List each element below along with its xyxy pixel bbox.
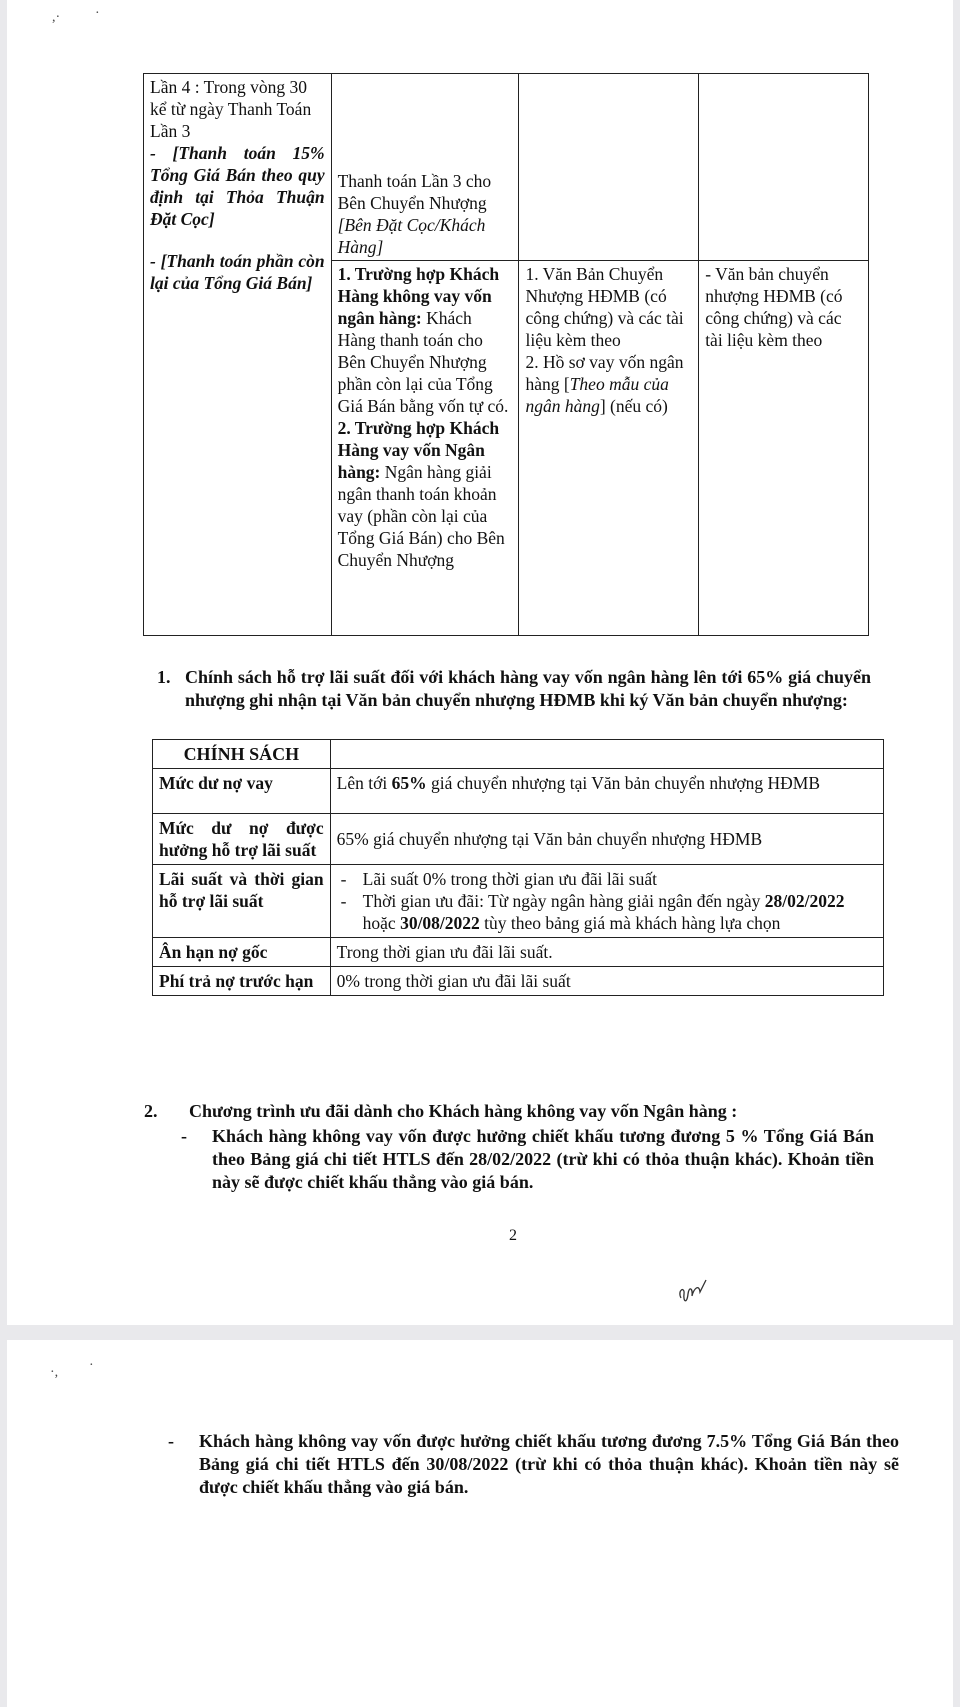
empty-cell (519, 74, 699, 261)
section-2: 2. Chương trình ưu đãi dành cho Khách hàng không vay vốn Ngân hàng : - Khách hàng không vay vốn được hưởng chiết khấu tương đương 5 % Tổng Giá Bán theo Bảng giá chi tiết HTLS đến 28/02/2022 (trừ khi có thỏa thuận khác). Khoản tiền này sẽ được chiết khấu thẳng vào giá bán. (144, 1101, 874, 1192)
policy-label: Mức dư nợ vay (153, 769, 331, 814)
policy-label: Lãi suất và thời gian hỗ trợ lãi suất (153, 865, 331, 938)
scan-mark: ,· (52, 10, 61, 25)
policy-label: Phí trả nợ trước hạn (153, 967, 331, 996)
scan-mark: ·, (50, 1365, 59, 1380)
policy-header: CHÍNH SÁCH (153, 740, 331, 769)
bullet-item: - Khách hàng không vay vốn được hưởng chiết khấu tương đương 7.5% Tổng Giá Bán theo Bảng giá chi tiết HTLS đến 30/08/2022 (trừ khi có thỏa thuận khác). Khoản tiền này sẽ được chiết khấu thẳng vào giá bán. (168, 1431, 899, 1497)
payment-phase-cell: Lần 4 : Trong vòng 30 kể từ ngày Thanh Toán Lần 3 - [Thanh toán 15% Tổng Giá Bán theo quy định tại Thỏa Thuận Đặt Cọc] - [Thanh toán phần còn lại của Tổng Giá Bán] (144, 74, 332, 636)
policy-value (330, 865, 883, 938)
policy-label: Mức dư nợ được hưởng hỗ trợ lãi suất (153, 814, 331, 865)
policy-value: 65% giá chuyển nhượng tại Văn bản chuyển nhượng HĐMB (330, 814, 883, 865)
list-item: - Thời gian ưu đãi: Từ ngày ngân hàng giải ngân đến ngày 28/02/2022 hoặc 30/08/2022 tùy theo bảng giá mà khách hàng lựa chọn (340, 891, 845, 933)
scan-mark: · (95, 6, 100, 21)
page-number: 2 (509, 1227, 517, 1244)
payment-action-cell: Thanh toán Lần 3 cho Bên Chuyển Nhượng [Bên Đặt Cọc/Khách Hàng] (331, 74, 519, 261)
empty-header-cell (330, 740, 883, 769)
bullet-item: - Khách hàng không vay vốn được hưởng chiết khấu tương đương 5 % Tổng Giá Bán theo Bảng giá chi tiết HTLS đến 28/02/2022 (trừ khi có thỏa thuận khác). Khoản tiền này sẽ được chiết khấu thẳng vào giá bán. (181, 1126, 874, 1192)
signature-scribble (675, 1278, 709, 1308)
scan-mark: · (89, 1358, 94, 1373)
policy-value: Lên tới 65% giá chuyển nhượng tại Văn bản chuyển nhượng HĐMB (330, 769, 883, 814)
payment-schedule-table (143, 73, 869, 636)
policy-label: Ân hạn nợ gốc (153, 938, 331, 967)
interest-support-policy-table (152, 739, 884, 996)
payment-cases-cell: 1. Trường hợp Khách Hàng không vay vốn ngân hàng: Khách Hàng thanh toán cho Bên Chuyển Nhượng phần còn lại của Tổng Giá Bán bằng vốn tự có. 2. Trường hợp Khách Hàng vay vốn Ngân hàng: Ngân hàng giải ngân thanh toán khoản vay (phần còn lại của Tổng Giá Bán) cho Bên Chuyển Nhượng (331, 261, 519, 636)
empty-cell (699, 74, 869, 261)
section-1-heading: 1. Chính sách hỗ trợ lãi suất đối với khách hàng vay vốn ngân hàng lên tới 65% giá chuyển nhượng ghi nhận tại Văn bản chuyển nhượng HĐMB khi ký Văn bản chuyển nhượng: (157, 667, 871, 710)
policy-value: 0% trong thời gian ưu đãi lãi suất (330, 967, 883, 996)
required-documents-cell: 1. Văn Bản Chuyển Nhượng HĐMB (có công chứng) và các tài liệu kèm theo 2. Hồ sơ vay vốn ngân hàng [Theo mẫu của ngân hàng] (nếu có) (519, 261, 699, 636)
list-item: - Lãi suất 0% trong thời gian ưu đãi lãi suất (340, 869, 657, 889)
policy-value: Trong thời gian ưu đãi lãi suất. (330, 938, 883, 967)
transfer-documents-cell: - Văn bản chuyển nhượng HĐMB (có công chứng) và các tài liệu kèm theo (699, 261, 869, 636)
document-page-2 (7, 1340, 953, 1707)
document-page-1 (7, 0, 953, 1325)
